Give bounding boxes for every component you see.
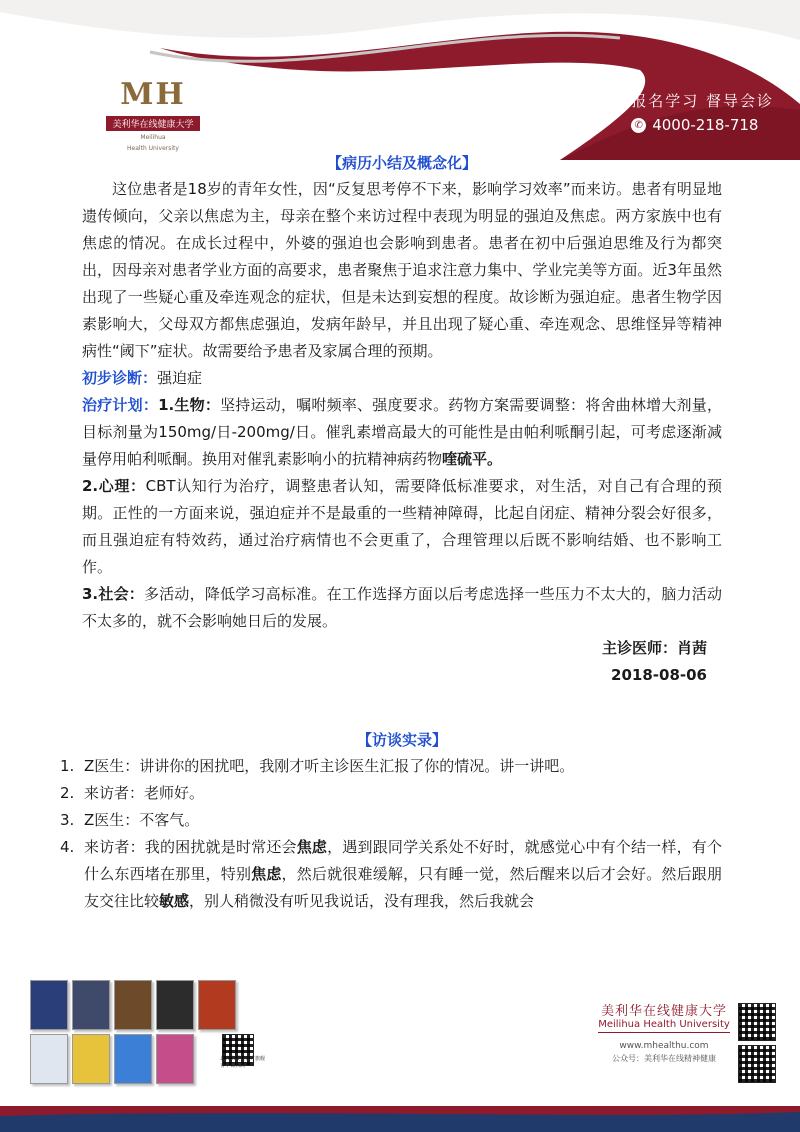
- header-phone[interactable]: [631, 116, 774, 134]
- list-item: 3. Z医生：不客气。: [60, 811, 200, 829]
- book-cover: [72, 980, 110, 1030]
- book-cover: [114, 980, 152, 1030]
- list-item: 2. 来访者：老师好。: [60, 784, 205, 802]
- footer-wechat: 公众号：美利华在线精神健康: [612, 1054, 716, 1063]
- phone-icon: ✆: [631, 118, 646, 133]
- header-slogan: 报名学习 督导会诊: [631, 92, 774, 110]
- diagnosis-value: 强迫症: [157, 369, 203, 387]
- logo-en-1: Meilihua: [140, 134, 166, 141]
- logo-en-2: Health University: [127, 145, 179, 152]
- plan-bio-head: 1.生物：: [158, 396, 221, 414]
- book-caption: 北大出版社官方旗舰 青年课扫码: [220, 1056, 266, 1069]
- plan-psy-head: 2.心理：: [82, 477, 146, 495]
- footer-url[interactable]: www.mhealthu.com: [619, 1041, 709, 1051]
- footer-brand: [598, 1000, 730, 1064]
- header-contact: [631, 90, 774, 134]
- book-collage: [28, 978, 278, 1088]
- qr-code: [738, 1045, 776, 1083]
- interview-list: [60, 753, 722, 915]
- book-cover: [156, 1034, 194, 1084]
- phone-number: 4000-218-718: [652, 116, 759, 134]
- plan-bio-drug: 喹硫平。: [442, 450, 503, 468]
- book-cover: [198, 980, 236, 1030]
- plan-bio: [82, 392, 722, 473]
- footer-brand-cn: 美利华在线健康大学: [600, 1004, 727, 1019]
- logo: [98, 78, 208, 158]
- logo-mark: MH: [120, 77, 186, 112]
- diagnosis-line: [82, 365, 722, 392]
- plan-soc-head: 3.社会：: [82, 585, 144, 603]
- document-body: [60, 150, 722, 915]
- qr-code: [738, 1003, 776, 1041]
- book-cover: [30, 1034, 68, 1084]
- plan-soc-text: 多活动，降低学习高标准。在工作选择方面以后考虑选择一些压力不太大的，脑力活动不太多的，就不会影响她日后的发展。: [82, 585, 722, 630]
- plan-bio-text: 坚持运动，嘱咐频率、强度要求。药物方案需要调整：将舍曲林增大剂量，目标剂量为150mg/日-200mg/日。催乳素增高最大的可能性是由帕利哌酮引起，可考虑逐渐减量停用帕利哌酮。换用对催乳素影响小的抗精神病药物: [82, 396, 722, 468]
- book-cover: [114, 1034, 152, 1084]
- book-cover: [156, 980, 194, 1030]
- book-cover: [72, 1034, 110, 1084]
- footer-band: [0, 1106, 800, 1132]
- footer-brand-en: Meilihua Health University: [598, 1019, 730, 1033]
- list-item: 4. 来访者：我的困扰就是时常还会焦虑，遇到跟同学关系处不好时，就感觉心中有个结一样，有个什么东西堵在那里，特别焦虑，然后就很难缓解，只有睡一觉，然后醒来以后才会好。然后跟朋友交往比较敏感，别人稍微没有听见我说话，没有理我，然后我就会: [60, 838, 722, 910]
- logo-ribbon: 美利华在线健康大学: [106, 116, 199, 131]
- book-cover: [30, 980, 68, 1030]
- summary-title: 【病历小结及概念化】: [326, 154, 477, 172]
- doctor-signature: 主诊医师：肖茜: [601, 639, 707, 657]
- summary-paragraph: 这位患者是18岁的青年女性，因“反复思考停不下来，影响学习效率”而来访。患者有明显地遗传倾向，父亲以焦虑为主，母亲在整个来访过程中表现为明显的强迫及焦虑。两方家族中也有焦虑的情况。在成长过程中，外婆的强迫也会影响到患者。患者在初中后强迫思维及行为都突出，因母亲对患者学业方面的高要求，患者聚焦于追求注意力集中、学业完美等方面。近3年虽然出现了一些疑心重及牵连观念的症状，但是未达到妄想的程度。故诊断为强迫症。患者生物学因素影响大，父母双方都焦虑强迫，发病年龄早，并且出现了疑心重、牵连观念、思维怪异等精神病性“阈下”症状。故需要给予患者及家属合理的预期。: [82, 180, 722, 360]
- plan-psy-text: CBT认知行为治疗，调整患者认知，需要降低标准要求，对生活，对自己有合理的预期。正性的一方面来说，强迫症并不是最重的一些精神障碍，比起自闭症、精神分裂会好很多，而且强迫症有特效药，通过治疗病情也不会更重了，合理管理以后既不影响结婚、也不影响工作。: [82, 477, 722, 576]
- list-item: 1. Z医生：讲讲你的困扰吧，我刚才听主诊医生汇报了你的情况。讲一讲吧。: [60, 757, 575, 775]
- page-header: [0, 0, 800, 160]
- report-date: 2018-08-06: [611, 666, 707, 684]
- diagnosis-label: 初步诊断：: [82, 369, 158, 387]
- plan-psy: [82, 473, 722, 581]
- plan-soc: [82, 581, 722, 635]
- plan-label: 治疗计划：: [82, 396, 159, 414]
- interview-title: 【访谈实录】: [356, 731, 447, 749]
